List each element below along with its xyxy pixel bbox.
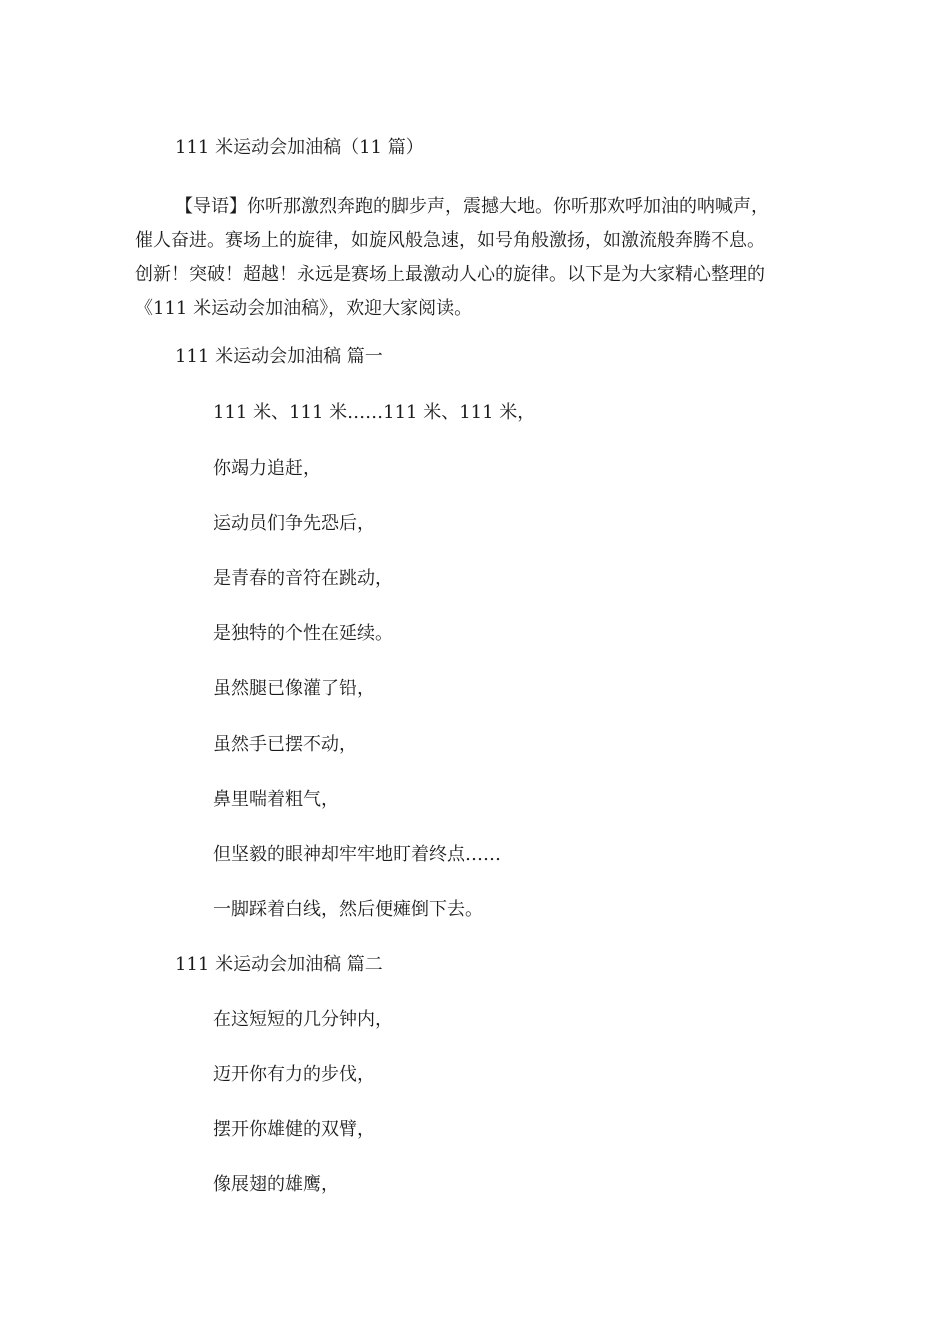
intro-line: 创新！突破！超越！永远是赛场上最激动人心的旋律。以下是为大家精心整理的 [135, 264, 765, 285]
intro-line: 催人奋进。赛场上的旋律，如旋风般急速，如号角般激扬，如激流般奔腾不息。 [135, 230, 765, 251]
verse-line: 虽然手已摆不动， [213, 734, 357, 755]
verse-line: 是青春的音符在跳动， [213, 568, 393, 589]
intro-line: 【导语】你听那激烈奔跑的脚步声，震撼大地。你听那欢呼加油的呐喊声， [175, 196, 769, 217]
verse-line: 是独特的个性在延续。 [213, 623, 393, 644]
verse-line: 迈开你有力的步伐， [213, 1064, 375, 1085]
intro-line: 《111 米运动会加油稿》，欢迎大家阅读。 [135, 298, 473, 319]
verse-line: 但坚毅的眼神却牢牢地盯着终点…… [213, 844, 501, 865]
verse-line: 111 米、111 米……111 米、111 米， [213, 402, 536, 423]
verse-line: 像展翅的雄鹰， [213, 1174, 339, 1195]
section-heading-2: 111 米运动会加油稿 篇二 [175, 954, 383, 975]
verse-line: 一脚踩着白线，然后便瘫倒下去。 [213, 899, 483, 920]
verse-line: 你竭力追赶， [213, 458, 321, 479]
section-heading-1: 111 米运动会加油稿 篇一 [175, 346, 383, 367]
verse-line: 在这短短的几分钟内， [213, 1009, 393, 1030]
verse-line: 摆开你雄健的双臂， [213, 1119, 375, 1140]
verse-line: 运动员们争先恐后， [213, 513, 375, 534]
verse-line: 鼻里喘着粗气， [213, 789, 339, 810]
document-title: 111 米运动会加油稿（11 篇） [175, 137, 424, 158]
intro-paragraph [135, 190, 815, 326]
verse-line: 虽然腿已像灌了铅， [213, 678, 375, 699]
